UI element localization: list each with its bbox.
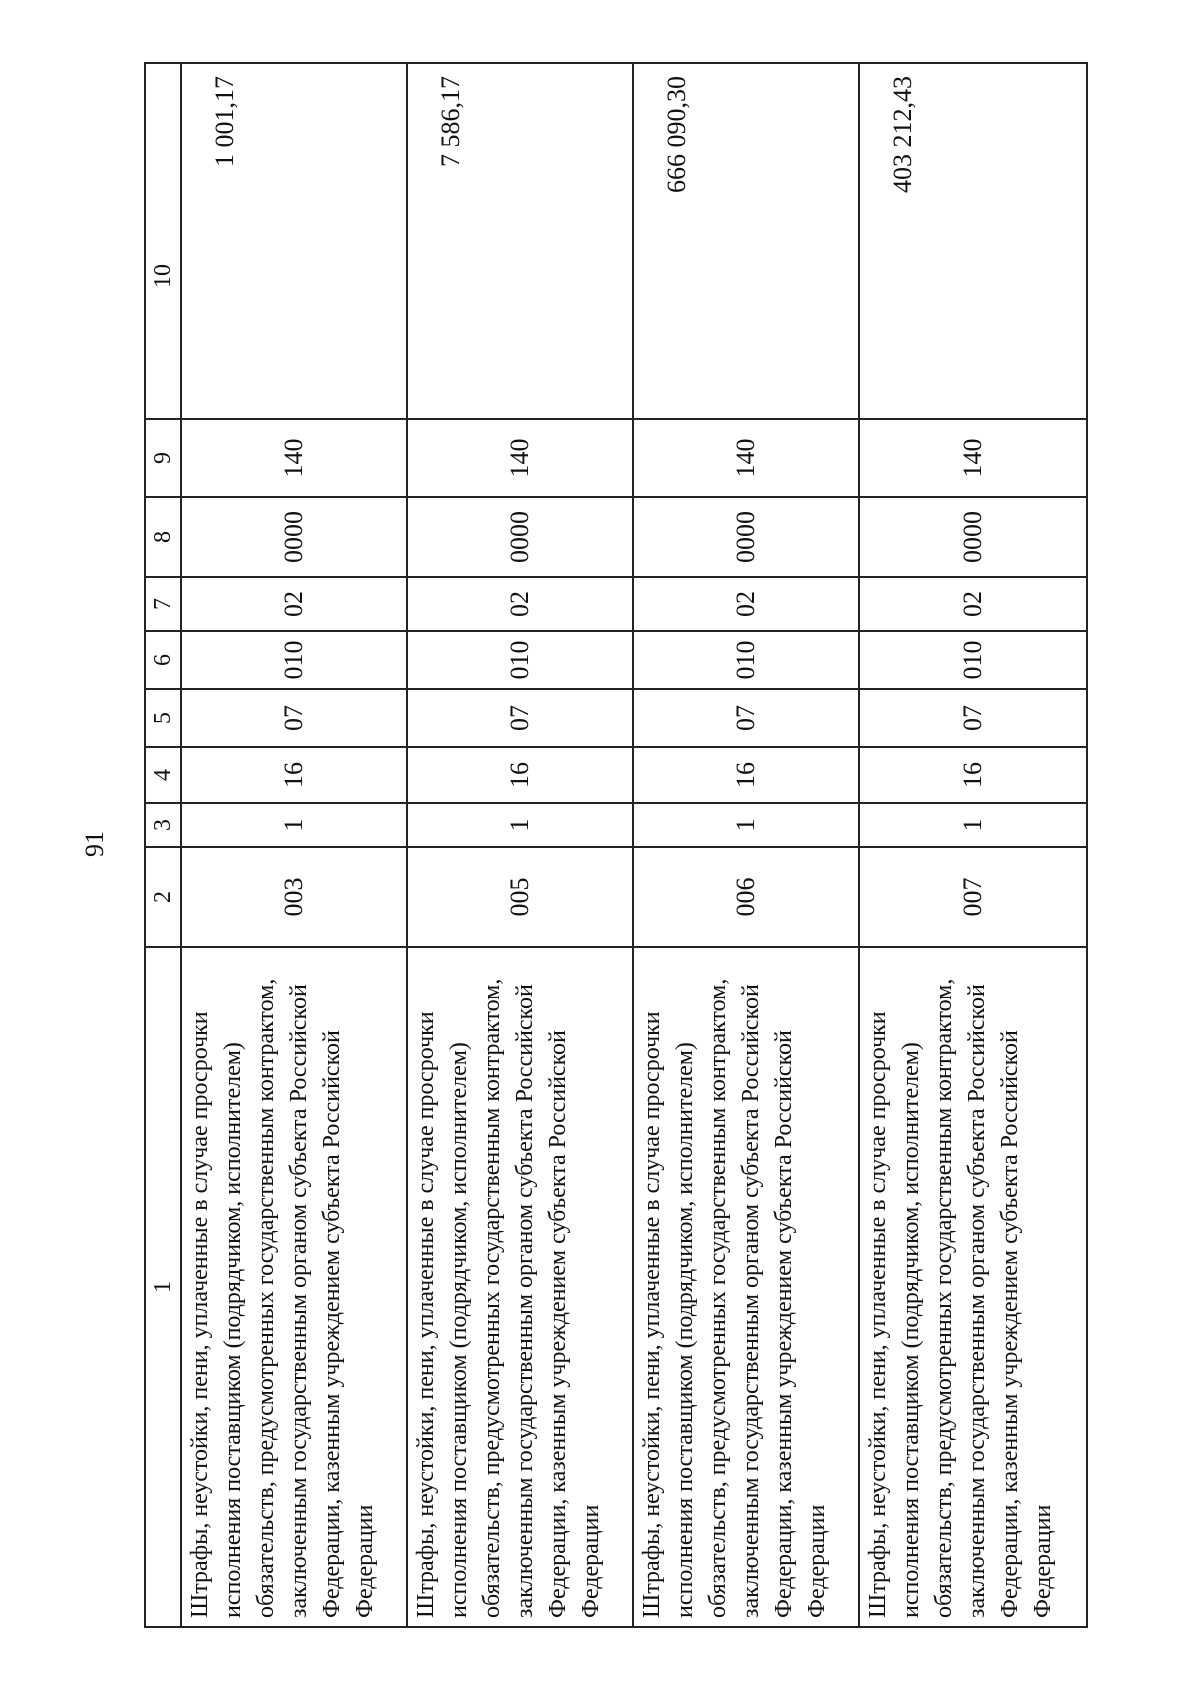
row-amount: 1 001,17 [181,63,407,419]
row-amount: 666 090,30 [633,63,859,419]
budget-table-container [144,64,1084,1628]
row-code-col8: 0000 [859,497,1087,577]
row-code-col8: 0000 [181,497,407,577]
row-code-col3: 1 [407,803,633,847]
row-code-col7: 02 [407,577,633,631]
table-row [407,63,633,1627]
row-code-col9: 140 [633,419,859,497]
row-amount: 7 586,17 [407,63,633,419]
row-code-col8: 0000 [407,497,633,577]
header-cell-7: 7 [145,577,181,631]
header-cell-5: 5 [145,689,181,747]
budget-table [144,62,1088,1628]
row-code-col3: 1 [181,803,407,847]
row-code-col2: 006 [633,847,859,947]
row-code-col5: 07 [181,689,407,747]
header-cell-1: 1 [145,947,181,1627]
header-cell-8: 8 [145,497,181,577]
row-code-col6: 010 [633,631,859,689]
row-code-col7: 02 [181,577,407,631]
table-row [633,63,859,1627]
row-code-col5: 07 [407,689,633,747]
row-description: Штрафы, неустойки, пени, уплаченные в случае просрочки исполнения поставщиком (подрядчиком, исполнителем) обязательств, предусмотренных государственным контрактом, заключенным государственным органом субъекта Российской Федерации, казенным учреждением субъекта Российской Федерации [859,947,1087,1627]
header-cell-10: 10 [145,63,181,419]
header-cell-9: 9 [145,419,181,497]
row-code-col3: 1 [633,803,859,847]
row-code-col2: 005 [407,847,633,947]
header-cell-3: 3 [145,803,181,847]
header-cell-6: 6 [145,631,181,689]
page-number: 91 [80,831,109,857]
row-description: Штрафы, неустойки, пени, уплаченные в случае просрочки исполнения поставщиком (подрядчиком, исполнителем) обязательств, предусмотренных государственным контрактом, заключенным государственным органом субъекта Российской Федерации, казенным учреждением субъекта Российской Федерации [407,947,633,1627]
row-code-col4: 16 [633,747,859,803]
row-code-col2: 007 [859,847,1087,947]
table-row [859,63,1087,1627]
row-code-col2: 003 [181,847,407,947]
row-amount: 403 212,43 [859,63,1087,419]
table-row [181,63,407,1627]
header-cell-4: 4 [145,747,181,803]
row-code-col3: 1 [859,803,1087,847]
row-code-col9: 140 [181,419,407,497]
row-code-col4: 16 [181,747,407,803]
header-cell-2: 2 [145,847,181,947]
row-code-col6: 010 [859,631,1087,689]
row-code-col9: 140 [407,419,633,497]
row-code-col7: 02 [633,577,859,631]
row-description: Штрафы, неустойки, пени, уплаченные в случае просрочки исполнения поставщиком (подрядчиком, исполнителем) обязательств, предусмотренных государственным контрактом, заключенным государственным органом субъекта Российской Федерации, казенным учреждением субъекта Российской Федерации [633,947,859,1627]
row-code-col5: 07 [859,689,1087,747]
row-code-col4: 16 [407,747,633,803]
row-code-col6: 010 [181,631,407,689]
row-code-col7: 02 [859,577,1087,631]
row-code-col6: 010 [407,631,633,689]
row-code-col9: 140 [859,419,1087,497]
row-code-col8: 0000 [633,497,859,577]
row-description: Штрафы, неустойки, пени, уплаченные в случае просрочки исполнения поставщиком (подрядчиком, исполнителем) обязательств, предусмотренных государственным контрактом, заключенным государственным органом субъекта Российской Федерации, казенным учреждением субъекта Российской Федерации [181,947,407,1627]
row-code-col5: 07 [633,689,859,747]
row-code-col4: 16 [859,747,1087,803]
table-header-row [145,63,181,1627]
